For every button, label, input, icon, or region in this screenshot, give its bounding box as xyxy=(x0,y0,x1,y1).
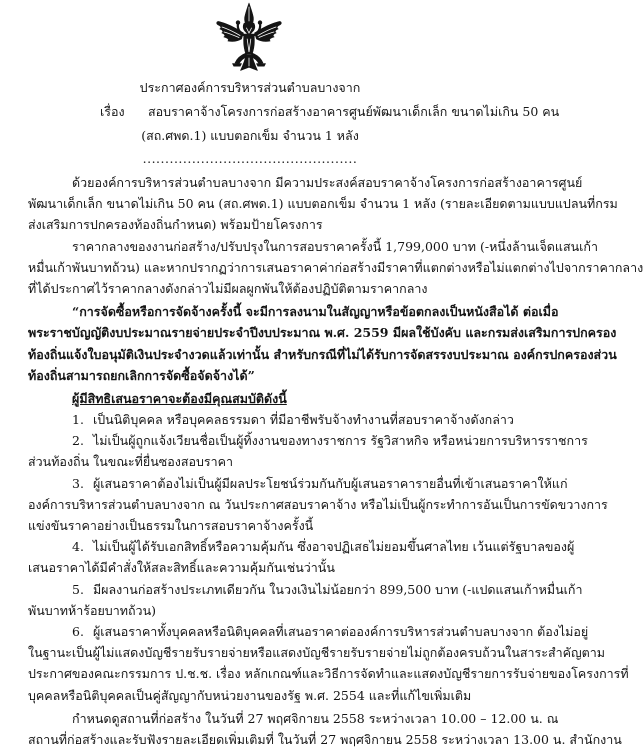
subject-line xyxy=(100,102,560,122)
item-continuation: ในฐานะเป็นผู้ไม่แสดงบัญชีรายรับรายจ่ายหรือแสดงบัญชีรายรับรายจ่ายไม่ถูกต้องครบถ้วนในสาระสำคัญตาม xyxy=(28,645,605,661)
item-number: 2. xyxy=(72,433,84,449)
subject-text: สอบราคาจ้างโครงการก่อสร้างอาคารศูนย์พัฒนาเด็กเล็ก ขนาดไม่เกิน 50 คน xyxy=(148,104,560,119)
median-price-line: ที่ได้ประกาศไว้ราคากลางดังกล่าวไม่มีผลผูกพันให้ต้องปฏิบัติตามราคากลาง xyxy=(28,280,428,296)
item-text: เป็นนิติบุคคล หรือบุคคลธรรมดา ที่มีอาชีพรับจ้างทำงานที่สอบราคาจ้างดังกล่าว xyxy=(92,412,514,428)
qualification-item-6 xyxy=(28,621,589,642)
item-text: ไม่เป็นผู้ถูกแจ้งเวียนชื่อเป็นผู้ทิ้งงานของทางราชการ รัฐวิสาหกิจ หรือหน่วยการบริหารราชการ xyxy=(92,433,588,449)
qualification-item-1 xyxy=(28,409,514,430)
qualification-item-3 xyxy=(28,473,568,494)
median-price-line: หมื่นเก้าพันบาทถ้วน) และหากปรากฏว่าการเสนอราคาค่าก่อสร้างมีราคาที่แตกต่างหรือไม่แตกต่างไปจากราคากลาง xyxy=(28,259,643,275)
qualification-item-2 xyxy=(28,430,588,451)
item-text: ไม่เป็นผู้ได้รับเอกสิทธิ์หรือความคุ้มกัน ซึ่งอาจปฏิเสธไม่ยอมขึ้นศาลไทย เว้นแต่รัฐบาลของผู้ xyxy=(92,539,575,555)
item-text: ผู้เสนอราคาต้องไม่เป็นผู้มีผลประโยชน์ร่วมกันกับผู้เสนอราคารายอื่นที่เข้าเสนอราคาให้แก่ xyxy=(92,475,568,491)
median-price-line: ราคากลางของงานก่อสร้าง/ปรับปรุงในการสอบราคาครั้งนี้ 1,799,000 บาท (-หนึ่งล้านเจ็ดแสนเก้า xyxy=(72,238,598,254)
intro-line: พัฒนาเด็กเล็ก ขนาดไม่เกิน 50 คน (สถ.ศพด.1) แบบตอกเข็ม จำนวน 1 หลัง (รายละเอียดตามแบบแปลนที่กรม xyxy=(28,196,618,212)
item-continuation: ประกาศของคณะกรรมการ ป.ช.ช. เรื่อง หลักเกณฑ์และวิธีการจัดทำและแสดงบัญชีรายการรับจ่ายของโครงการที่ xyxy=(28,666,629,682)
item-text: มีผลงานก่อสร้างประเภทเดียวกัน ในวงเงินไม่น้อยกว่า 899,500 บาท (-แปดแสนเก้าหมื่นเก้า xyxy=(92,581,583,597)
subject-line-2: (สถ.ศพด.1) แบบตอกเข็ม จำนวน 1 หลัง xyxy=(141,128,359,143)
item-text: ผู้เสนอราคาทั้งบุคคลหรือนิติบุคคลที่เสนอราคาต่อองค์การบริหารส่วนตำบลบางจาก ต้องไม่อยู่ xyxy=(92,623,589,639)
item-number: 1. xyxy=(72,412,84,428)
garuda-emblem-icon xyxy=(213,2,285,72)
site-visit-schedule-line: กำหนดดูสถานที่ก่อสร้าง ในวันที่ 27 พฤศจิกายน 2558 ระหว่างเวลา 10.00 – 12.00 น. ณ xyxy=(72,710,559,726)
condition-notice-line: “การจัดซื้อหรือการจัดจ้างครั้งนี้ จะมีการลงนามในสัญญาหรือข้อตกลงเป็นหนังสือได้ ต่อเมื่อ xyxy=(72,304,559,320)
qualification-item-5 xyxy=(28,579,583,600)
intro-line: ส่งเสริมการปกครองท้องถิ่นกำหนด) พร้อมป้ายโครงการ xyxy=(28,217,323,233)
item-continuation: ส่วนท้องถิ่น ในขณะที่ยื่นซองสอบราคา xyxy=(28,454,234,470)
item-number: 3. xyxy=(72,475,84,491)
announcement-body xyxy=(28,172,643,750)
announcement-title: ประกาศองค์การบริหารส่วนตำบลบางจาก xyxy=(139,80,361,95)
item-continuation: บุคคลหรือนิติบุคคลเป็นคู่สัญญากับหน่วยงานของรัฐ พ.ศ. 2554 และที่แก้ไขเพิ่มเติม xyxy=(28,687,472,703)
condition-notice-line: ท้องถิ่นสามารถยกเลิกการจัดซื้อจัดจ้างได้” xyxy=(28,367,255,383)
item-number: 4. xyxy=(72,539,84,555)
qualifications-heading-text: ผู้มีสิทธิเสนอราคาจะต้องมีคุณสมบัติดังนี้ xyxy=(72,390,287,406)
qualifications-heading xyxy=(28,388,472,409)
qualification-item-4 xyxy=(28,536,575,557)
separator-dots: ................................................ xyxy=(142,151,358,166)
item-number: 6. xyxy=(72,623,84,639)
site-visit-schedule-line: สถานที่ก่อสร้างและรับฟังรายละเอียดเพิ่มเติมที่ ในวันที่ 27 พฤศจิกายน 2558 ระหว่างเวลา 13.00 น. สำนักงาน xyxy=(28,731,622,747)
subject-label: เรื่อง xyxy=(100,104,125,119)
intro-line: ด้วยองค์การบริหารส่วนตำบลบางจาก มีความประสงค์สอบราคาจ้างโครงการก่อสร้างอาคารศูนย์ xyxy=(72,175,583,190)
item-continuation: แข่งขันราคาอย่างเป็นธรรมในการสอบราคาจ้างครั้งนี้ xyxy=(28,518,314,533)
condition-notice-line: พระราชบัญญัติงบประมาณรายจ่ายประจำปีงบประมาณ พ.ศ. 2559 มีผลใช้บังคับ และกรมส่งเสริมการปกครอง xyxy=(28,325,617,341)
item-continuation: เสนอราคาได้มีคำสั่งให้สละสิทธิ์และความคุ้มกันเช่นว่านั้น xyxy=(28,560,335,576)
item-continuation: องค์การบริหารส่วนตำบลบางจาก ณ วันประกาศสอบราคาจ้าง หรือไม่เป็นผู้กระทำการอันเป็นการขัดขวางการ xyxy=(28,496,608,512)
item-continuation: พันบาทห้าร้อยบาทถ้วน) xyxy=(28,602,156,618)
item-number: 5. xyxy=(72,581,84,597)
condition-notice-line: ท้องถิ่นแจ้งใบอนุมัติเงินประจำงวดแล้วเท่านั้น สำหรับกรณีที่ไม่ได้รับการจัดสรรงบประมาณ องค์กรปกครองส่วน xyxy=(28,346,617,362)
